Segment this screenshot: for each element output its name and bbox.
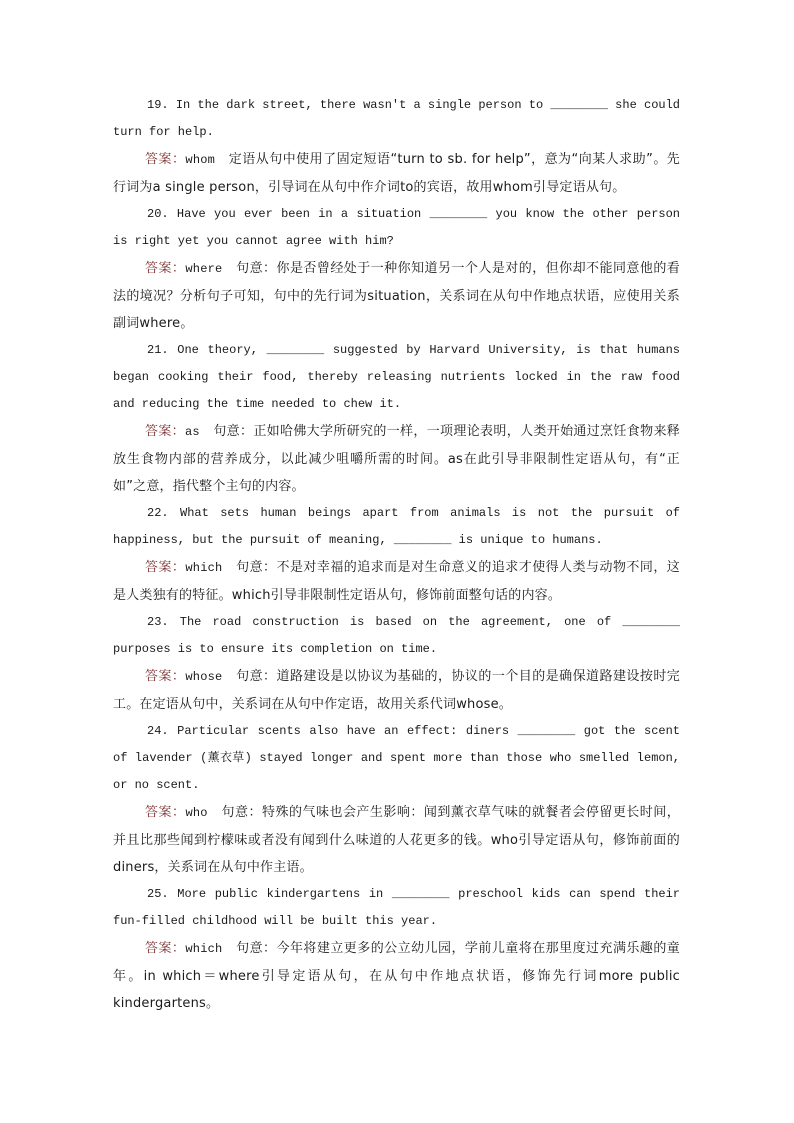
question-item: [113, 337, 680, 500]
question-item: [113, 500, 680, 609]
question-text: 25. More public kindergartens in ________ preschool kids can spend their fun-filled childhood will be built this year.: [113, 887, 680, 928]
question-text: 21. One theory, ________ suggested by Harvard University, is that humans began cooking their food, thereby releasing nutrients locked in the raw food and reducing the time needed to chew it.: [113, 343, 680, 411]
answer-label: 答案：: [145, 941, 186, 956]
answer-label: 答案：: [145, 560, 186, 575]
question-item: [113, 92, 680, 201]
answer-paragraph: [113, 255, 680, 337]
answer-explanation: 定语从句中使用了固定短语“turn to sb. for help”，意为“向某人求助”。先行词为a single person，引导词在从句中作介词to的宾语，故用whom引导定语从句。: [113, 152, 680, 195]
question-text: 19. In the dark street, there wasn't a single person to ________ she could turn for help.: [113, 98, 680, 139]
answer-explanation: 句意：你是否曾经处于一种你知道另一个人是对的，但你却不能同意他的看法的境况？分析句子可知，句中的先行词为situation，关系词在从句中作地点状语，应使用关系副词where。: [113, 261, 680, 331]
question-item: [113, 609, 680, 718]
answer-explanation: 句意：不是对幸福的追求而是对生命意义的追求才使得人类与动物不同，这是人类独有的特征。which引导非限制性定语从句，修饰前面整句话的内容。: [113, 560, 680, 603]
answer-word: who: [185, 806, 208, 820]
answer-paragraph: [113, 554, 680, 609]
answer-label: 答案：: [145, 261, 186, 276]
question-text: 20. Have you ever been in a situation ________ you know the other person is right yet you cannot agree with him?: [113, 207, 680, 248]
question-text: 23. The road construction is based on the agreement, one of ________ purposes is to ensure its completion on time.: [113, 615, 680, 656]
answer-word: where: [185, 262, 223, 276]
answer-paragraph: [113, 799, 680, 881]
answer-paragraph: [113, 418, 680, 500]
question-item: [113, 881, 680, 1017]
answer-word: whose: [185, 670, 223, 684]
answer-explanation: 句意：正如哈佛大学所研究的一样，一项理论表明，人类开始通过烹饪食物来释放生食物内部的营养成分，以此减少咀嚼所需的时间。as在此引导非限制性定语从句，有“正如”之意，指代整个主句的内容。: [113, 424, 680, 494]
answer-label: 答案：: [145, 424, 186, 439]
answer-explanation: 句意：道路建设是以协议为基础的，协议的一个目的是确保道路建设按时完工。在定语从句中，关系词在从句中作定语，故用关系代词whose。: [113, 669, 680, 712]
answer-explanation: 句意：今年将建立更多的公立幼儿园，学前儿童将在那里度过充满乐趣的童年。in which＝where引导定语从句，在从句中作地点状语，修饰先行词more public kindergartens。: [113, 941, 680, 1011]
answer-label: 答案：: [145, 152, 186, 167]
question-item: [113, 718, 680, 881]
answer-paragraph: [113, 935, 680, 1017]
answer-label: 答案：: [145, 805, 186, 820]
answer-explanation: 句意：特殊的气味也会产生影响：闻到薰衣草气味的就餐者会停留更长时间，并且比那些闻到柠檬味或者没有闻到什么味道的人花更多的钱。who引导定语从句，修饰前面的diners，关系词在从句中作主语。: [113, 805, 680, 875]
question-text: 22. What sets human beings apart from animals is not the pursuit of happiness, but the pursuit of meaning, ________ is unique to humans.: [113, 506, 680, 547]
answer-word: whom: [185, 153, 216, 167]
answer-word: which: [185, 942, 223, 956]
answer-word: which: [185, 561, 223, 575]
answer-paragraph: [113, 663, 680, 718]
answer-paragraph: [113, 146, 680, 201]
document-body: [113, 92, 680, 1017]
question-text: 24. Particular scents also have an effect: diners ________ got the scent of lavender (薰衣草) stayed longer and spent more than those who smelled lemon, or no scent.: [113, 724, 680, 792]
question-item: [113, 201, 680, 337]
answer-word: as: [185, 425, 200, 439]
answer-label: 答案：: [145, 669, 186, 684]
